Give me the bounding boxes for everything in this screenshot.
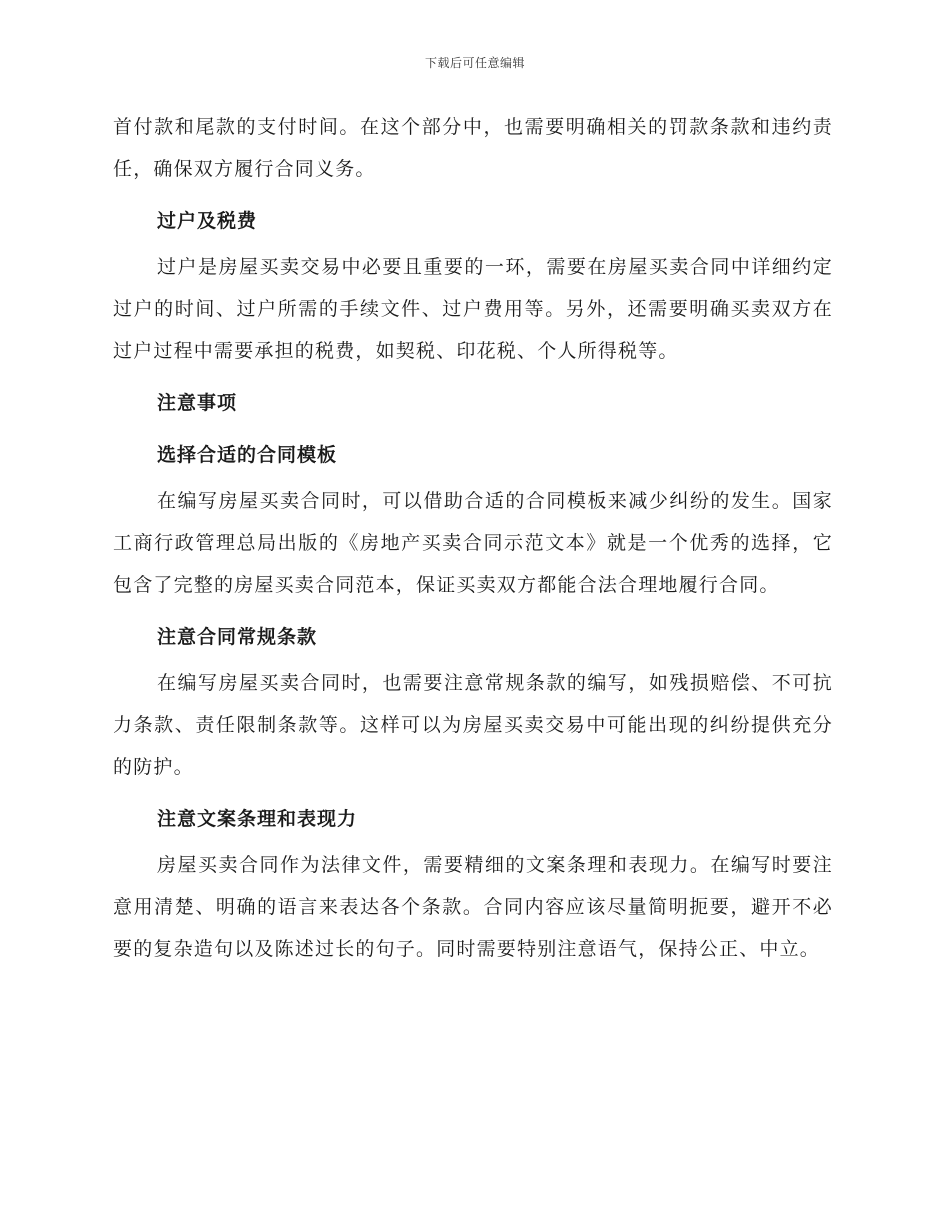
heading-template: 选择合适的合同模板 bbox=[157, 444, 338, 466]
heading-regular-terms: 注意合同常规条款 bbox=[157, 626, 318, 648]
page-header: 下载后可任意编辑 bbox=[424, 56, 525, 70]
paragraph-payment-continuation: 首付款和尾款的支付时间。在这个部分中，也需要明确相关的罚款条款和违约责任，确保双方履行合同义务。 bbox=[113, 116, 833, 180]
paragraph-writing-style: 房屋买卖合同作为法律文件，需要精细的文案条理和表现力。在编写时要注意用清楚、明确的语言来表达各个条款。合同内容应该尽量简明扼要，避开不必要的复杂造句以及陈述过长的句子。同时需要特别注意语气，保持公正、中立。 bbox=[113, 854, 833, 960]
heading-transfer-tax: 过户及税费 bbox=[157, 210, 258, 232]
paragraph-regular-terms: 在编写房屋买卖合同时，也需要注意常规条款的编写，如残损赔偿、不可抗力条款、责任限制条款等。这样可以为房屋买卖交易中可能出现的纠纷提供充分的防护。 bbox=[113, 672, 833, 778]
paragraph-template: 在编写房屋买卖合同时，可以借助合适的合同模板来减少纠纷的发生。国家工商行政管理总局出版的《房地产买卖合同示范文本》就是一个优秀的选择，它包含了完整的房屋买卖合同范本，保证买卖双方都能合法合理地履行合同。 bbox=[113, 490, 833, 596]
paragraph-transfer-tax: 过户是房屋买卖交易中必要且重要的一环，需要在房屋买卖合同中详细约定过户的时间、过户所需的手续文件、过户费用等。另外，还需要明确买卖双方在过户过程中需要承担的税费，如契税、印花税、个人所得税等。 bbox=[113, 256, 833, 362]
document-body bbox=[113, 106, 833, 970]
heading-writing-style: 注意文案条理和表现力 bbox=[157, 808, 358, 830]
heading-notes: 注意事项 bbox=[157, 392, 238, 414]
